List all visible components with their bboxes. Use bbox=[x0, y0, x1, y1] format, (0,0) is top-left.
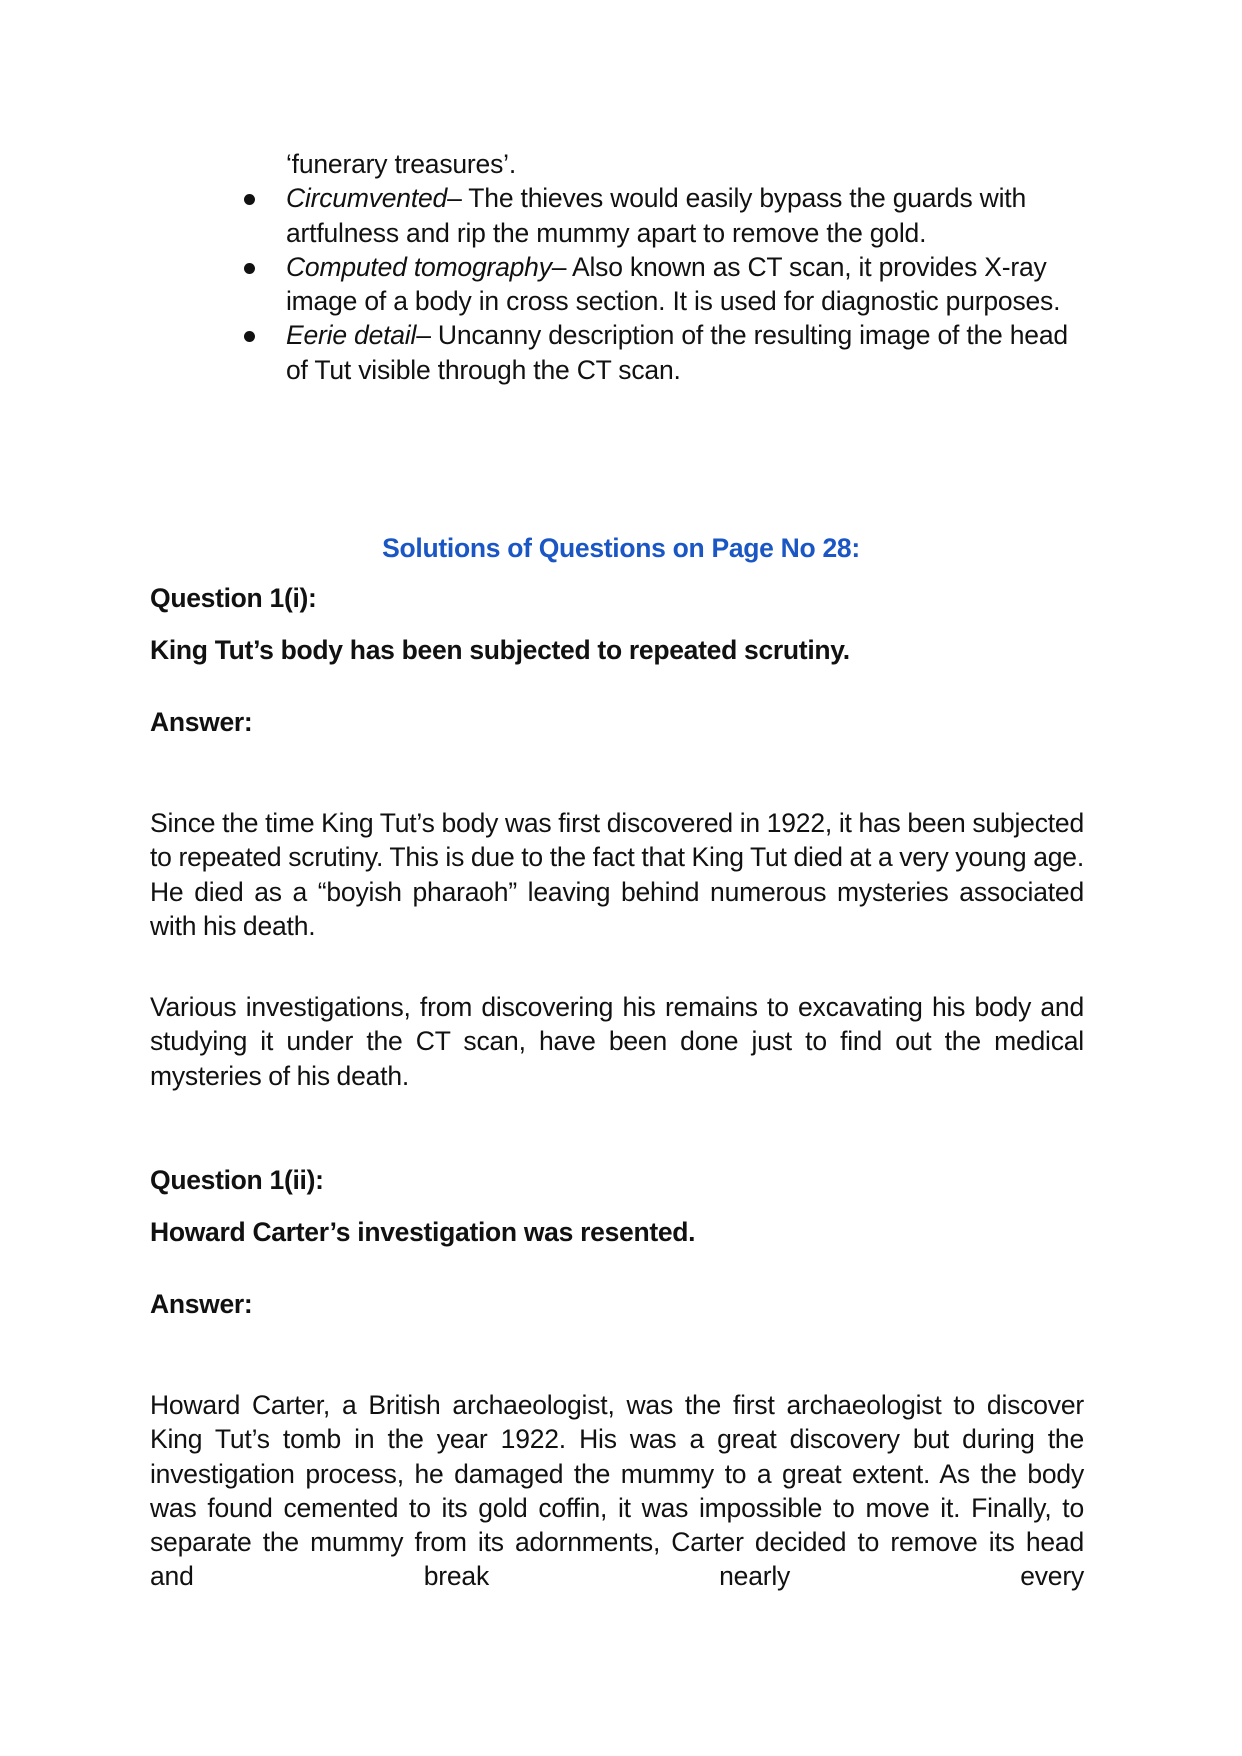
answer-label: Answer: bbox=[150, 707, 253, 737]
question-text: King Tut’s body has been subjected to repeated scrutiny. bbox=[150, 635, 850, 665]
glossary-item bbox=[240, 250, 1090, 319]
bullet-icon bbox=[244, 263, 255, 274]
bullet-icon bbox=[244, 331, 255, 342]
answer-label: Answer: bbox=[150, 1289, 253, 1319]
glossary-list bbox=[240, 147, 1090, 387]
glossary-continuation: ‘funerary treasures’. bbox=[286, 149, 516, 179]
question-text: Howard Carter’s investigation was resented. bbox=[150, 1217, 696, 1247]
glossary-term: Circumvented bbox=[286, 183, 448, 214]
answer-paragraph: Howard Carter, a British archaeologist, was the first archaeologist to discover King Tut’s tomb in the year 1922. His was a great discovery but during the investigation process, he damaged the mummy to a great extent. As the body was found cemented to its gold coffin, it was impossible to move it. Finally, to separate the mummy from its adornments, Carter decided to remove its head and break nearly every bbox=[150, 1390, 1084, 1592]
question-label: Question 1(i): bbox=[150, 583, 317, 613]
glossary-definition: – The thieves would easily bypass the guards with artfulness and rip the mummy apart to remove the gold. bbox=[286, 183, 1027, 248]
glossary-definition: – Also known as CT scan, it provides X-ray image of a body in cross section. It is used for diagnostic purposes. bbox=[286, 251, 1061, 317]
glossary-term: Computed tomography bbox=[286, 251, 552, 282]
glossary-item bbox=[240, 318, 1090, 387]
bullet-icon bbox=[244, 194, 255, 205]
answer-paragraph: Since the time King Tut’s body was first discovered in 1922, it has been subjected to repeated scrutiny. This is due to the fact that King Tut died at a very young age. He died as a “boyish pharaoh” leaving behind numerous mysteries associated with his death. bbox=[150, 808, 1084, 941]
question-label: Question 1(ii): bbox=[150, 1165, 324, 1195]
glossary-definition: – Uncanny description of the resulting image of the head of Tut visible through the CT scan. bbox=[286, 320, 1068, 385]
answer-paragraph: Various investigations, from discovering his remains to excavating his body and studying it under the CT scan, have been done just to find out the medical mysteries of his death. bbox=[150, 992, 1084, 1091]
glossary-term: Eerie detail bbox=[286, 320, 417, 351]
section-heading: Solutions of Questions on Page No 28: bbox=[382, 533, 860, 563]
glossary-item bbox=[240, 181, 1090, 250]
